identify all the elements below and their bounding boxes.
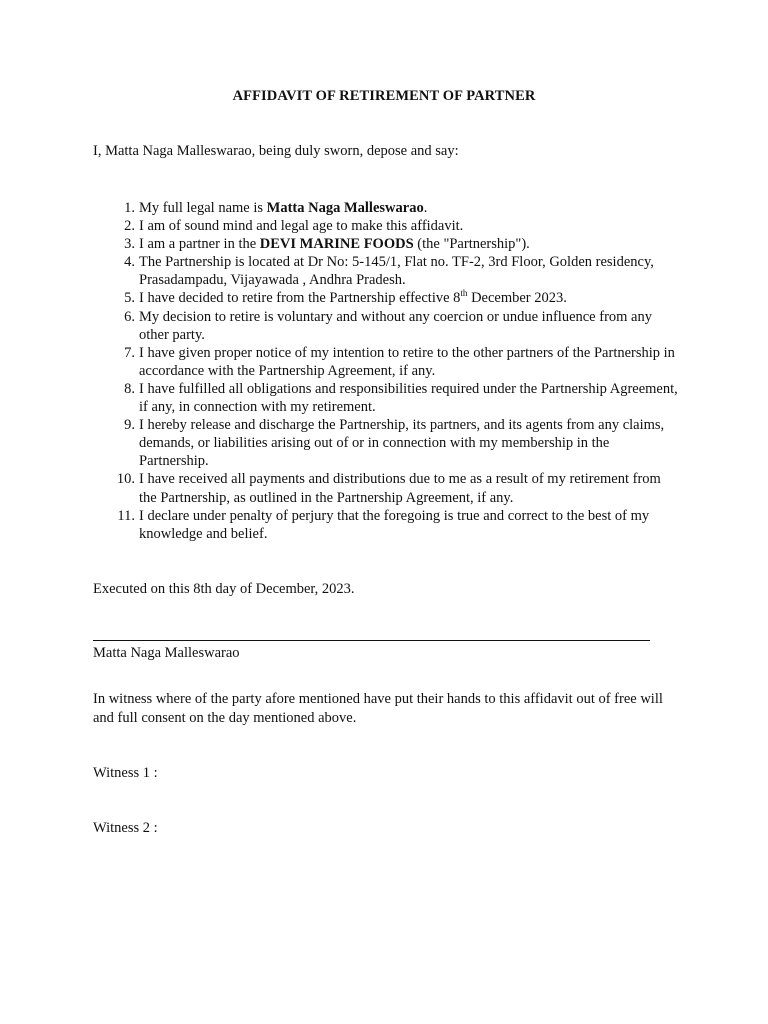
witness-1-label: Witness 1 : [93,765,158,781]
signatory-name: Matta Naga Malleswarao [93,645,240,661]
list-item: 8. I have fulfilled all obligations and responsibilities required under the Partnership Agreement, if any, in connection with my retirement. [124,380,678,416]
signature-line [93,640,650,641]
list-item: 11. I declare under penalty of perjury that the foregoing is true and correct to the best of my knowledge and belief. [117,507,650,542]
intro-statement: I, Matta Naga Malleswarao, being duly sworn, depose and say: [93,143,459,159]
witness-statement: In witness where of the party afore mentioned have put their hands to this affidavit out of free will and full consent on the day mentioned above. [93,691,663,726]
list-item: 1. My full legal name is Matta Naga Malleswarao. [124,200,428,216]
list-item: 10. I have received all payments and distributions due to me as a result of my retirement from the Partnership, as outlined in the Partnership Agreement, if any. [116,471,661,506]
list-item: 5. I have decided to retire from the Partnership effective 8th December 2023. [124,288,567,307]
list-item: 4. The Partnership is located at Dr No: 5-145/1, Flat no. TF-2, 3rd Floor, Golden residency, Prasadampadu, Vijayawada , Andhra Pradesh. [124,254,654,289]
list-item: 2. I am of sound mind and legal age to make this affidavit. [124,218,464,235]
list-item: 9. I hereby release and discharge the Partnership, its partners, and its agents from any claims, demands, or liabilities arising out of or in connection with my membership in the Partnership. [124,417,665,470]
document-title: AFFIDAVIT OF RETIREMENT OF PARTNER [232,88,536,104]
execution-date: Executed on this 8th day of December, 2023. [93,581,355,597]
deposition-list [93,199,693,543]
list-item: 3. I am a partner in the DEVI MARINE FOODS (the "Partnership"). [124,236,530,253]
list-item: 6. My decision to retire is voluntary and without any coercion or undue influence from any other party. [124,308,652,343]
witness-2-label: Witness 2 : [93,820,158,836]
list-item: 7. I have given proper notice of my intention to retire to the other partners of the Partnership in accordance with the Partnership Agreement, if any. [124,344,675,379]
